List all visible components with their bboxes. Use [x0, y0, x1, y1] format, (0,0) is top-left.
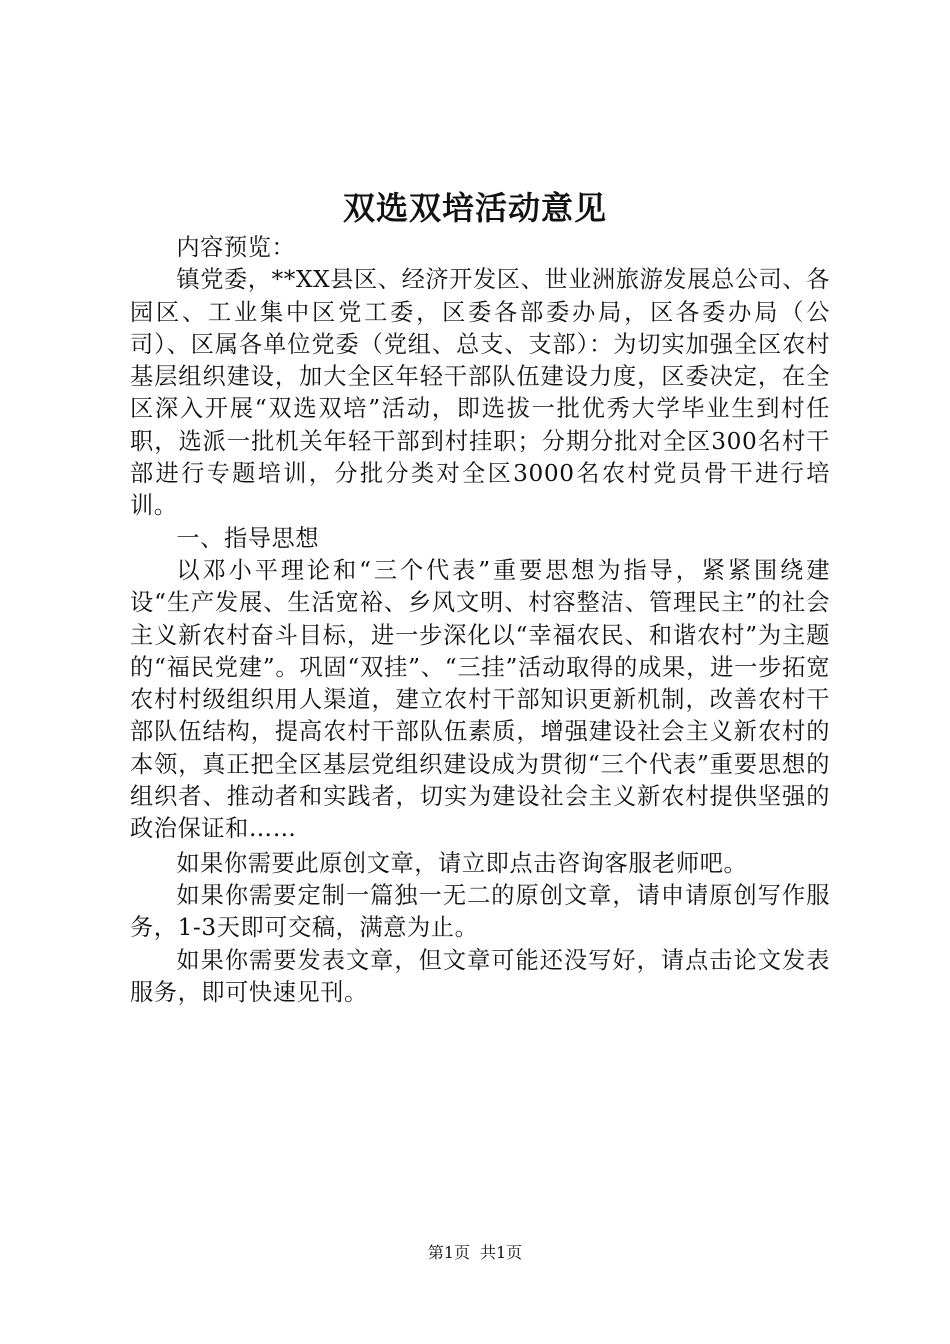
page-title: 双选双培活动意见 — [342, 189, 607, 227]
page-footer — [0, 1241, 950, 1265]
promo-custom-writing-link[interactable]: 如果你需要定制一篇独一无二的原创文章，请申请原创写作服务，1-3天即可交稿，满意为止。 — [130, 881, 830, 942]
intro-paragraph: 镇党委，**XX县区、经济开发区、世业洲旅游发展总公司、各园区、工业集中区党工委，区委各部委办局，区各委办局（公司）、区属各单位党委（党组、总支、支部）：为切实加强全区农村基层组织建设，加大全区年轻干部队伍建设力度，区委决定，在全区深入开展“双选双培”活动，即选拔一批优秀大学毕业生到村任职，选派一批机关年轻干部到村挂职；分期分批对全区300名村干部进行专题培训，分批分类对全区3000名农村党员骨干进行培训。 — [130, 266, 830, 520]
promo-publish-link[interactable]: 如果你需要发表文章，但文章可能还没写好，请点击论文发表服务，即可快速见刊。 — [130, 946, 830, 1006]
section-heading: 一、指导思想 — [176, 524, 320, 552]
page-total: 共1页 — [480, 1243, 523, 1262]
page-number: 第1页 — [427, 1243, 470, 1262]
preview-label: 内容预览： — [176, 234, 296, 261]
promo-consult-link[interactable]: 如果你需要此原创文章，请立即点击咨询客服老师吧。 — [176, 849, 748, 877]
document-body — [130, 232, 830, 1009]
guiding-thought-paragraph: 以邓小平理论和“三个代表”重要思想为指导，紧紧围绕建设“生产发展、生活宽裕、乡风文明、村容整洁、管理民主”的社会主义新农村奋斗目标，进一步深化以“幸福农民、和谐农村”为主题的“福民党建”。巩固“双挂”、“三挂”活动取得的成果，进一步拓宽农村村级组织用人渠道，建立农村干部知识更新机制，改善农村干部队伍结构，提高农村干部队伍素质，增强建设社会主义新农村的本领，真正把全区基层党组织建设成为贯彻“三个代表”重要思想的组织者、推动者和实践者，切实为建设社会主义新农村提供坚强的政治保证和…… — [130, 556, 830, 843]
